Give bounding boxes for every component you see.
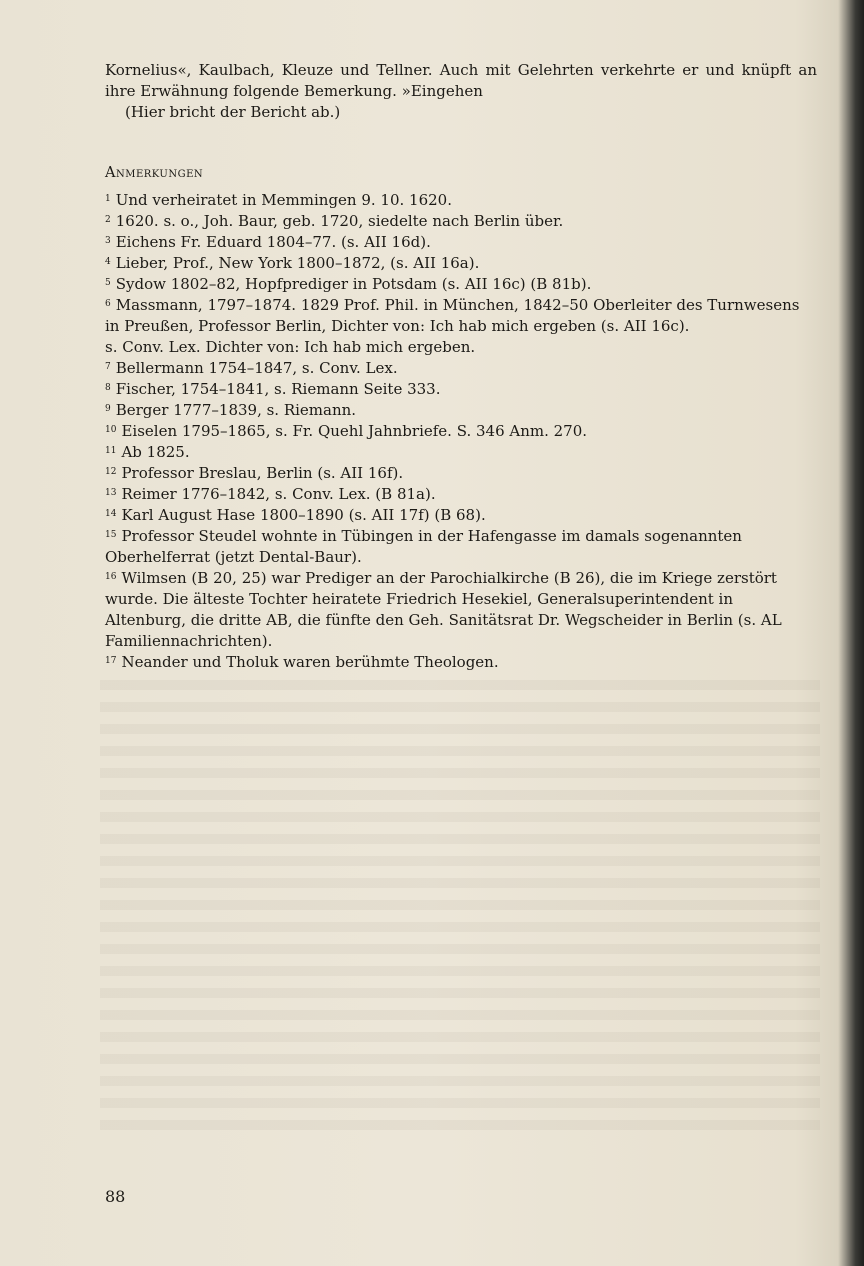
footnote-text: Bellermann 1754–1847, s. Conv. Lex. — [115, 359, 398, 377]
bleed-through-texture — [100, 680, 820, 1140]
footnote-number: 4 — [105, 257, 111, 267]
intro-paragraph: Kornelius«, Kaulbach, Kleuze und Tellner. Auch mit Gelehrten verkehrte er und knüpft an ihre Erwähnung folgende Bemerkung. »Eingehen — [105, 61, 817, 100]
footnote-text: Neander und Tholuk waren berühmte Theologen. — [121, 653, 499, 671]
footnote-1 — [105, 190, 817, 211]
footnote-15 — [105, 526, 817, 568]
footnote-number: 17 — [105, 656, 117, 666]
footnote-text: Wilmsen (B 20, 25) war Prediger an der Parochialkirche (B 26), die im Kriege zerstört wurde. Die älteste Tochter heiratete Friedrich Hesekiel, Generalsuperintendent in Altenburg, die dritte AB, die fünfte den Geh. Sanitätsrat Dr. Wegscheider in Berlin (s. AL Familiennachrichten). — [105, 569, 782, 650]
footnote-text: Reimer 1776–1842, s. Conv. Lex. (B 81a). — [121, 485, 436, 503]
footnote-text: Eichens Fr. Eduard 1804–77. (s. AII 16d). — [115, 233, 431, 251]
footnote-text: Professor Steudel wohnte in Tübingen in der Hafengasse im damals sogenannten Oberhelferrat (jetzt Dental-Baur). — [105, 527, 742, 566]
footnote-number: 14 — [105, 509, 117, 519]
footnote-text: s. Conv. Lex. Dichter von: Ich hab mich ergeben. — [105, 338, 476, 356]
footnote-text: Professor Breslau, Berlin (s. AII 16f). — [121, 464, 404, 482]
page-content — [105, 60, 817, 673]
footnote-number: 9 — [105, 404, 111, 414]
footnote-text: Und verheiratet in Memmingen 9. 10. 1620. — [115, 191, 452, 209]
footnote-text: Karl August Hase 1800–1890 (s. AII 17f) (B 68). — [121, 506, 486, 524]
footnote-number: 12 — [105, 467, 117, 477]
footnote-number: 5 — [105, 278, 111, 288]
footnote-number: 3 — [105, 236, 111, 246]
footnote-8 — [105, 379, 817, 400]
footnote-text: Berger 1777–1839, s. Riemann. — [115, 401, 357, 419]
footnote-9 — [105, 400, 817, 421]
footnote-text: Lieber, Prof., New York 1800–1872, (s. AII 16a). — [115, 254, 480, 272]
footnote-number: 16 — [105, 572, 117, 582]
notes-list — [105, 190, 817, 673]
notes-heading: Anmerkungen — [105, 165, 204, 181]
footnote-number: 10 — [105, 425, 117, 435]
footnote-4 — [105, 253, 817, 274]
footnote-3 — [105, 232, 817, 253]
footnote-2 — [105, 211, 817, 232]
footnote-10 — [105, 421, 817, 442]
footnote-13 — [105, 484, 817, 505]
footnote-11 — [105, 442, 817, 463]
footnote-text: Sydow 1802–82, Hopfprediger in Potsdam (s. AII 16c) (B 81b). — [115, 275, 592, 293]
footnote-text: Massmann, 1797–1874. 1829 Prof. Phil. in München, 1842–50 Oberleiter des Turnwesens in Preußen, Professor Berlin, Dichter von: Ich hab mich ergeben (s. AII 16c). — [105, 296, 800, 335]
footnote-16 — [105, 568, 817, 652]
footnote-7 — [105, 358, 817, 379]
footnote-text: Fischer, 1754–1841, s. Riemann Seite 333. — [115, 380, 441, 398]
footnote-number: 11 — [105, 446, 117, 456]
footnote-text: Eiselen 1795–1865, s. Fr. Quehl Jahnbriefe. S. 346 Anm. 270. — [121, 422, 588, 440]
bracket-note: (Hier bricht der Bericht ab.) — [125, 103, 341, 121]
footnote-number: 2 — [105, 215, 111, 225]
footnote-number: 13 — [105, 488, 117, 498]
footnote-5 — [105, 274, 817, 295]
footnote-text: 1620. s. o., Joh. Baur, geb. 1720, siedelte nach Berlin über. — [115, 212, 564, 230]
footnote-text: Ab 1825. — [121, 443, 190, 461]
footnote-6 — [105, 295, 817, 337]
footnote-6-continuation — [105, 337, 817, 358]
footnote-number: 8 — [105, 383, 111, 393]
footnote-number: 1 — [105, 194, 111, 204]
footnote-12 — [105, 463, 817, 484]
footnote-17 — [105, 652, 817, 673]
footnote-number: 7 — [105, 362, 111, 372]
page-number: 88 — [105, 1187, 126, 1206]
footnote-14 — [105, 505, 817, 526]
footnote-number: 15 — [105, 530, 117, 540]
footnote-number: 6 — [105, 299, 111, 309]
